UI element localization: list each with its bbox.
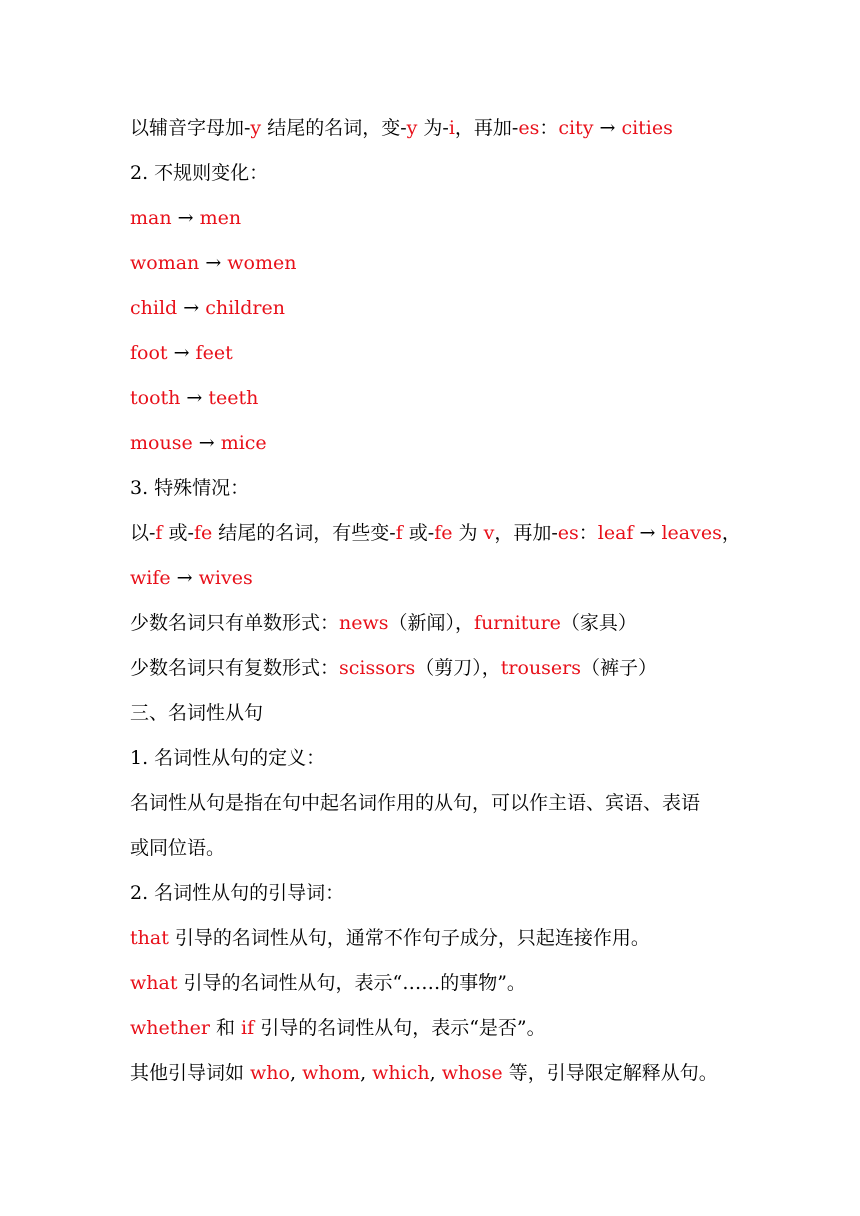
highlighted-term: scissors xyxy=(339,657,416,679)
highlighted-term: who xyxy=(250,1062,290,1084)
text-segment: ， xyxy=(721,522,741,544)
text-segment: 或- xyxy=(402,522,435,544)
text-segment: （剪刀）， xyxy=(415,657,501,679)
text-line xyxy=(130,1055,740,1100)
highlighted-term: tooth xyxy=(130,387,181,409)
highlighted-term: leaf xyxy=(597,522,634,544)
highlighted-term: whose xyxy=(441,1062,503,1084)
highlighted-term: men xyxy=(199,207,242,229)
text-segment: → xyxy=(171,207,200,229)
text-line xyxy=(130,560,740,605)
text-segment: 引导的名词性从句，表示“……的事物”。 xyxy=(177,972,526,994)
text-segment: 或- xyxy=(162,522,194,544)
text-segment: 1. 名词性从句的定义： xyxy=(130,747,326,769)
text-segment: （裤子） xyxy=(581,657,658,679)
text-segment: , xyxy=(429,1062,442,1084)
text-line xyxy=(130,290,740,335)
text-segment: ，再加- xyxy=(494,522,558,544)
highlighted-term: y xyxy=(250,117,262,139)
text-line xyxy=(130,965,740,1010)
text-line xyxy=(130,425,740,470)
highlighted-term: man xyxy=(130,207,172,229)
highlighted-term: mice xyxy=(220,432,267,454)
text-segment: 结尾的名词，有些变- xyxy=(212,522,396,544)
text-segment: → xyxy=(177,297,206,319)
highlighted-term: wives xyxy=(198,567,253,589)
text-line xyxy=(130,245,740,290)
text-line xyxy=(130,155,740,200)
text-line xyxy=(130,785,740,830)
text-segment: 等，引导限定解释从句。 xyxy=(502,1062,718,1084)
highlighted-term: y xyxy=(406,117,418,139)
highlighted-term: news xyxy=(339,612,389,634)
text-line xyxy=(130,200,740,245)
highlighted-term: trousers xyxy=(500,657,582,679)
highlighted-term: if xyxy=(241,1017,255,1039)
text-line xyxy=(130,110,740,155)
text-segment: 2. 名词性从句的引导词： xyxy=(130,882,345,904)
highlighted-term: child xyxy=(130,297,178,319)
text-segment: 为- xyxy=(417,117,449,139)
text-segment: 以辅音字母加- xyxy=(130,117,251,139)
highlighted-term: f xyxy=(395,522,403,544)
text-segment: 或同位语。 xyxy=(130,837,226,859)
text-segment: ，再加- xyxy=(454,117,519,139)
text-segment: 结尾的名词，变- xyxy=(261,117,407,139)
text-segment: 引导的名词性从句，通常不作句子成分，只起连接作用。 xyxy=(168,927,650,949)
highlighted-term: f xyxy=(155,522,163,544)
highlighted-term: teeth xyxy=(208,387,259,409)
text-line xyxy=(130,1010,740,1055)
text-segment: → xyxy=(167,342,196,364)
text-segment: 为 xyxy=(452,522,484,544)
document-body xyxy=(130,110,740,1100)
highlighted-term: furniture xyxy=(474,612,561,634)
highlighted-term: woman xyxy=(130,252,200,274)
text-line xyxy=(130,740,740,785)
text-segment: 以- xyxy=(130,522,156,544)
highlighted-term: whom xyxy=(302,1062,361,1084)
text-segment: 2. 不规则变化： xyxy=(130,162,269,184)
highlighted-term: women xyxy=(227,252,297,274)
highlighted-term: fe xyxy=(193,522,213,544)
text-segment: → xyxy=(593,117,622,139)
text-segment: （家具） xyxy=(560,612,637,634)
text-line xyxy=(130,515,740,560)
text-segment: ： xyxy=(539,117,559,139)
text-segment: 引导的名词性从句，表示“是否”。 xyxy=(254,1017,546,1039)
highlighted-term: children xyxy=(205,297,285,319)
text-line xyxy=(130,830,740,875)
text-segment: 名词性从句是指在句中起名词作用的从句，可以作主语、宾语、表语 xyxy=(130,792,701,814)
highlighted-term: fe xyxy=(434,522,453,544)
highlighted-term: mouse xyxy=(130,432,193,454)
text-segment: 3. 特殊情况： xyxy=(130,477,250,499)
highlighted-term: whether xyxy=(130,1017,210,1039)
text-segment: , xyxy=(360,1062,373,1084)
highlighted-term: cities xyxy=(621,117,673,139)
highlighted-term: wife xyxy=(130,567,171,589)
text-segment: → xyxy=(180,387,209,409)
highlighted-term: what xyxy=(130,972,178,994)
highlighted-term: leaves xyxy=(661,522,722,544)
text-segment: 少数名词只有单数形式： xyxy=(130,612,340,634)
highlighted-term: that xyxy=(130,927,169,949)
text-line xyxy=(130,920,740,965)
text-line xyxy=(130,335,740,380)
text-segment: → xyxy=(170,567,199,589)
text-segment: → xyxy=(199,252,228,274)
text-segment: ： xyxy=(578,522,598,544)
text-segment: 其他引导词如 xyxy=(130,1062,251,1084)
text-segment: → xyxy=(633,522,662,544)
text-segment: 少数名词只有复数形式： xyxy=(130,657,340,679)
text-segment: → xyxy=(192,432,221,454)
text-line xyxy=(130,875,740,920)
text-segment: （新闻）， xyxy=(388,612,475,634)
highlighted-term: city xyxy=(558,117,594,139)
text-line xyxy=(130,695,740,740)
text-line xyxy=(130,380,740,425)
text-segment: 和 xyxy=(209,1017,242,1039)
highlighted-term: feet xyxy=(195,342,233,364)
highlighted-term: i xyxy=(448,117,455,139)
text-segment: 三、名词性从句 xyxy=(130,702,264,724)
text-line xyxy=(130,605,740,650)
text-line xyxy=(130,650,740,695)
highlighted-term: v xyxy=(483,522,495,544)
highlighted-term: foot xyxy=(130,342,168,364)
highlighted-term: es xyxy=(518,117,540,139)
highlighted-term: es xyxy=(557,522,579,544)
text-line xyxy=(130,470,740,515)
highlighted-term: which xyxy=(372,1062,430,1084)
text-segment: , xyxy=(290,1062,303,1084)
